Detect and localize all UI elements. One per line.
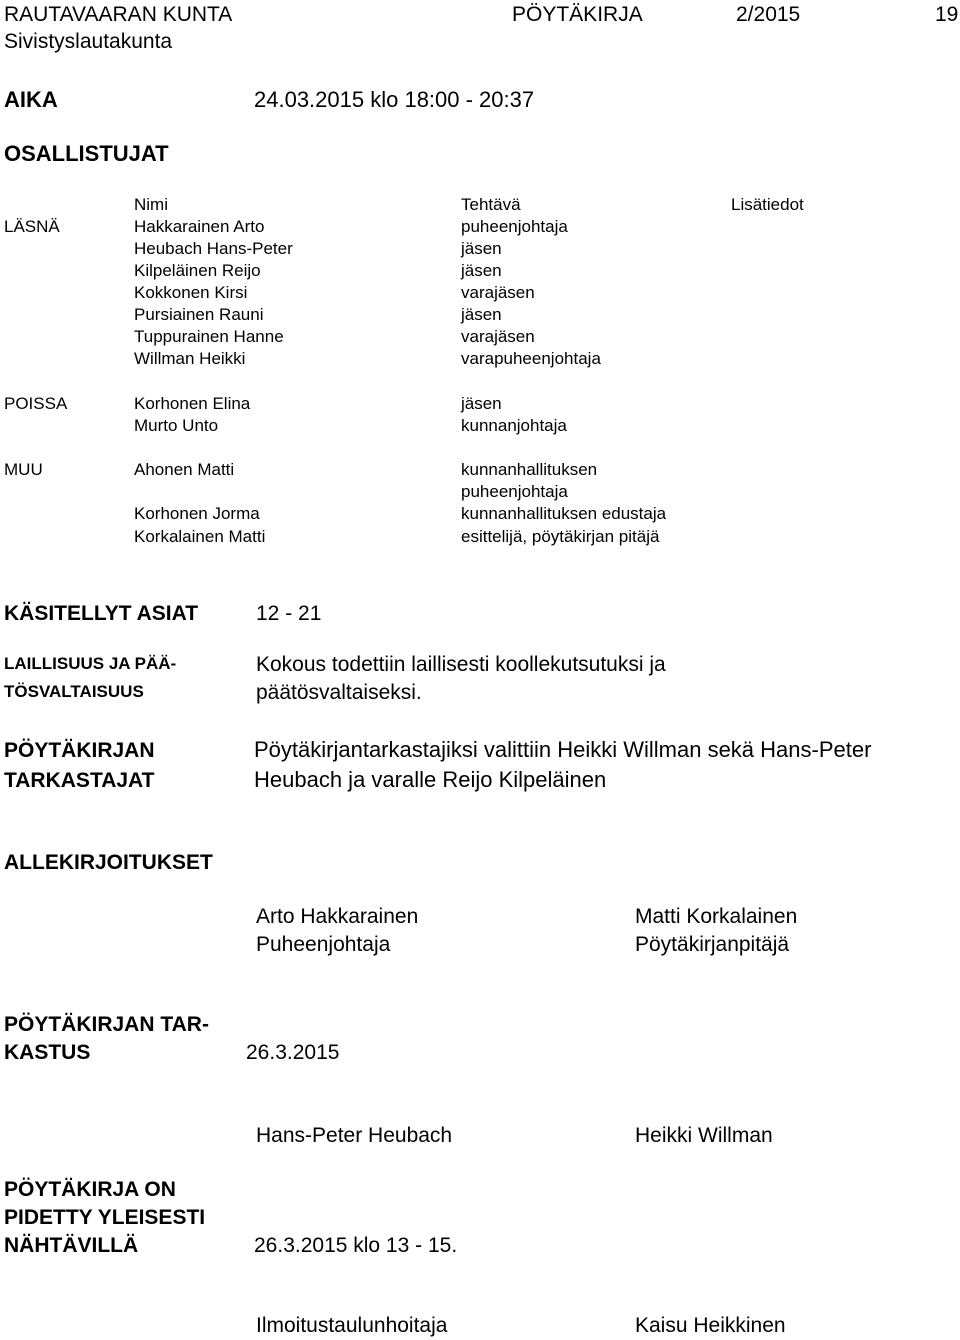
- participant-role: jäsen: [461, 394, 502, 413]
- participant-name: Pursiainen Rauni: [134, 305, 264, 324]
- legality-text-line2: päätösvaltaiseksi.: [256, 681, 422, 704]
- participant-name: Kilpeläinen Reijo: [134, 261, 261, 280]
- legality-label-line2: TÖSVALTAISUUS: [4, 682, 144, 701]
- participant-name: Korhonen Elina: [134, 394, 251, 413]
- participant-name: Willman Heikki: [134, 349, 246, 368]
- time-value: 24.03.2015 klo 18:00 - 20:37: [254, 87, 535, 112]
- participants-heading: OSALLISTUJAT: [4, 141, 169, 166]
- department-name: Sivistyslautakunta: [4, 30, 173, 53]
- signature-name-secretary: Matti Korkalainen: [635, 905, 798, 928]
- handled-items-label: KÄSITELLYT ASIAT: [4, 602, 199, 625]
- column-header-name: Nimi: [134, 195, 168, 214]
- public-display-label-line1: PÖYTÄKIRJA ON: [4, 1178, 176, 1201]
- column-header-notes: Lisätiedot: [731, 195, 804, 214]
- participant-role: varajäsen: [461, 283, 535, 302]
- organization-name: RAUTAVAARAN KUNTA: [4, 3, 233, 26]
- participant-role: varajäsen: [461, 327, 535, 346]
- absent-label: POISSA: [4, 394, 68, 413]
- participant-role: jäsen: [461, 261, 502, 280]
- participant-name: Tuppurainen Hanne: [134, 327, 284, 346]
- reviewers-text-line1: Pöytäkirjantarkastajiksi valittiin Heikki Willman sekä Hans-Peter: [254, 737, 872, 762]
- participant-name: Korkalainen Matti: [134, 527, 266, 546]
- legality-label-line1: LAILLISUUS JA PÄÄ-: [4, 654, 177, 673]
- reviewer-name-left: Hans-Peter Heubach: [256, 1124, 453, 1147]
- notice-board-keeper-name: Kaisu Heikkinen: [635, 1314, 786, 1337]
- public-display-label-line2: PIDETTY YLEISESTI: [4, 1206, 206, 1229]
- participant-name: Korhonen Jorma: [134, 504, 260, 523]
- participant-role: esittelijä, pöytäkirjan pitäjä: [461, 527, 660, 546]
- participant-name: Murto Unto: [134, 416, 219, 435]
- participant-role: puheenjohtaja: [461, 217, 568, 236]
- reviewers-label-line1: PÖYTÄKIRJAN: [4, 739, 155, 762]
- participant-role: varapuheenjohtaja: [461, 349, 601, 368]
- participant-name: Hakkarainen Arto: [134, 217, 265, 236]
- review-label-line1: PÖYTÄKIRJAN TAR-: [4, 1013, 209, 1036]
- review-date: 26.3.2015: [246, 1041, 340, 1064]
- document-type: PÖYTÄKIRJA: [512, 3, 643, 26]
- other-label: MUU: [4, 460, 43, 479]
- participant-name: Kokkonen Kirsi: [134, 283, 248, 302]
- present-label: LÄSNÄ: [4, 217, 60, 236]
- participant-name: Heubach Hans-Peter: [134, 239, 293, 258]
- signature-name-chair: Arto Hakkarainen: [256, 905, 419, 928]
- reviewers-text-line2: Heubach ja varalle Reijo Kilpeläinen: [254, 767, 607, 792]
- review-label-line2: KASTUS: [4, 1041, 91, 1064]
- signature-title-secretary: Pöytäkirjanpitäjä: [635, 933, 790, 956]
- signature-title-chair: Puheenjohtaja: [256, 933, 391, 956]
- page-number: 19: [935, 3, 959, 26]
- signatures-label: ALLEKIRJOITUKSET: [4, 851, 213, 874]
- participant-name: Ahonen Matti: [134, 460, 235, 479]
- participant-role: kunnanhallituksen edustaja: [461, 504, 667, 523]
- notice-board-keeper-label: Ilmoitustaulunhoitaja: [256, 1314, 448, 1337]
- reviewer-name-right: Heikki Willman: [635, 1124, 773, 1147]
- participant-role: jäsen: [461, 239, 502, 258]
- legality-text-line1: Kokous todettiin laillisesti koollekutsutuksi ja: [256, 653, 666, 676]
- handled-items-value: 12 - 21: [256, 602, 322, 625]
- public-display-value: 26.3.2015 klo 13 - 15.: [254, 1234, 458, 1257]
- participant-role: kunnanjohtaja: [461, 416, 567, 435]
- reviewers-label-line2: TARKASTAJAT: [4, 769, 155, 792]
- document-number: 2/2015: [736, 3, 801, 26]
- public-display-label-line3: NÄHTÄVILLÄ: [4, 1234, 139, 1257]
- time-label: AIKA: [4, 87, 58, 112]
- participant-role-continued: puheenjohtaja: [461, 482, 568, 501]
- column-header-role: Tehtävä: [461, 195, 521, 214]
- participant-role: jäsen: [461, 305, 502, 324]
- participant-role: kunnanhallituksen: [461, 460, 598, 479]
